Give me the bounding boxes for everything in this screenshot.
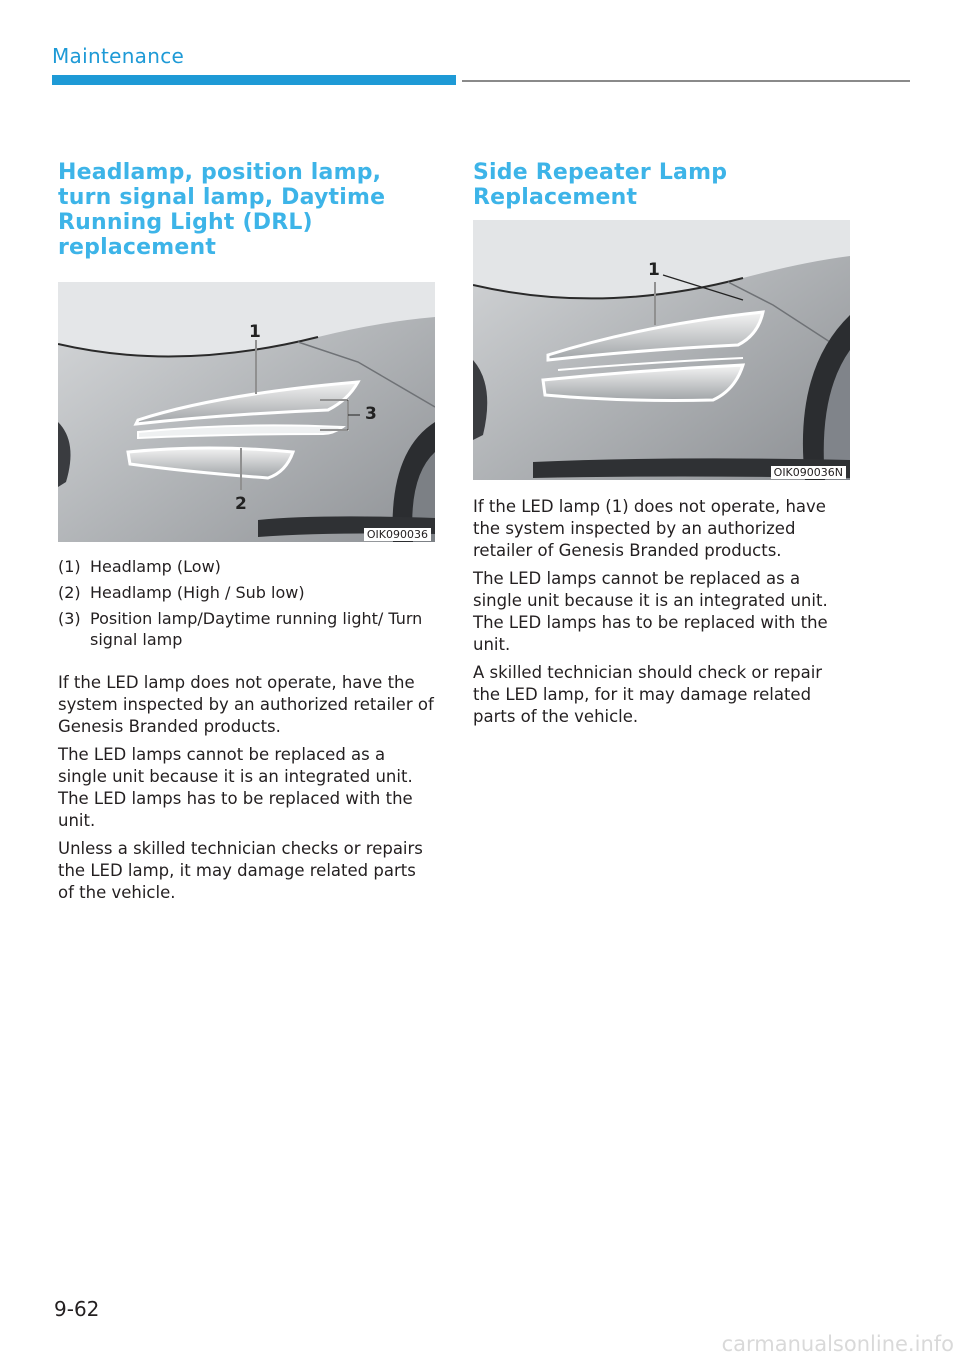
legend-item — [58, 556, 436, 577]
legend-number: (3) — [58, 609, 81, 628]
page-number: 9-62 — [54, 1297, 100, 1321]
paragraph: If the LED lamp does not operate, have the system inspected by an authorized retailer of Genesis Branded products. — [58, 673, 434, 736]
legend-number: (1) — [58, 557, 81, 576]
paragraph: If the LED lamp (1) does not operate, have the system inspected by an authorized retailer of Genesis Branded products. — [473, 497, 826, 560]
callout-1: 1 — [249, 322, 261, 342]
legend-text: Headlamp (High / Sub low) — [90, 583, 305, 602]
left-column — [58, 160, 436, 910]
legend-number: (2) — [58, 583, 81, 602]
callout-1: 1 — [648, 260, 660, 280]
figure-code: OIK090036N — [771, 466, 846, 479]
paragraph: The LED lamps cannot be replaced as a single unit because it is an integrated unit. The LED lamps has to be replaced with the unit. — [58, 745, 413, 830]
header-rule — [462, 80, 910, 82]
legend-text: Position lamp/Daytime running light/ Turn signal lamp — [90, 609, 423, 649]
section-heading-headlamp: Headlamp, position lamp, turn signal lamp, Daytime Running Light (DRL) replacement — [58, 160, 386, 260]
section-label: Maintenance — [52, 44, 185, 68]
legend-text: Headlamp (Low) — [90, 557, 221, 576]
paragraph: A skilled technician should check or repair the LED lamp, for it may damage related parts of the vehicle. — [473, 663, 823, 726]
legend-list — [58, 556, 436, 650]
watermark: carmanualsonline.info — [721, 1332, 954, 1356]
body-text — [473, 496, 851, 728]
section-heading-side-repeater: Side Repeater Lamp Replacement — [473, 160, 728, 210]
figure-code: OIK090036 — [364, 528, 431, 541]
header-rule-accent — [52, 75, 456, 85]
paragraph: The LED lamps cannot be replaced as a single unit because it is an integrated unit. The LED lamps has to be replaced with the unit. — [473, 569, 828, 654]
legend-item — [58, 608, 436, 650]
side-repeater-figure — [473, 220, 850, 480]
callout-3: 3 — [365, 404, 377, 424]
callout-2: 2 — [235, 494, 247, 514]
headlamp-figure — [58, 282, 435, 542]
body-text — [58, 672, 436, 904]
side-repeater-illustration — [473, 220, 850, 480]
paragraph: Unless a skilled technician checks or repairs the LED lamp, it may damage related parts of the vehicle. — [58, 839, 423, 902]
right-column — [473, 160, 851, 734]
legend-item — [58, 582, 436, 603]
